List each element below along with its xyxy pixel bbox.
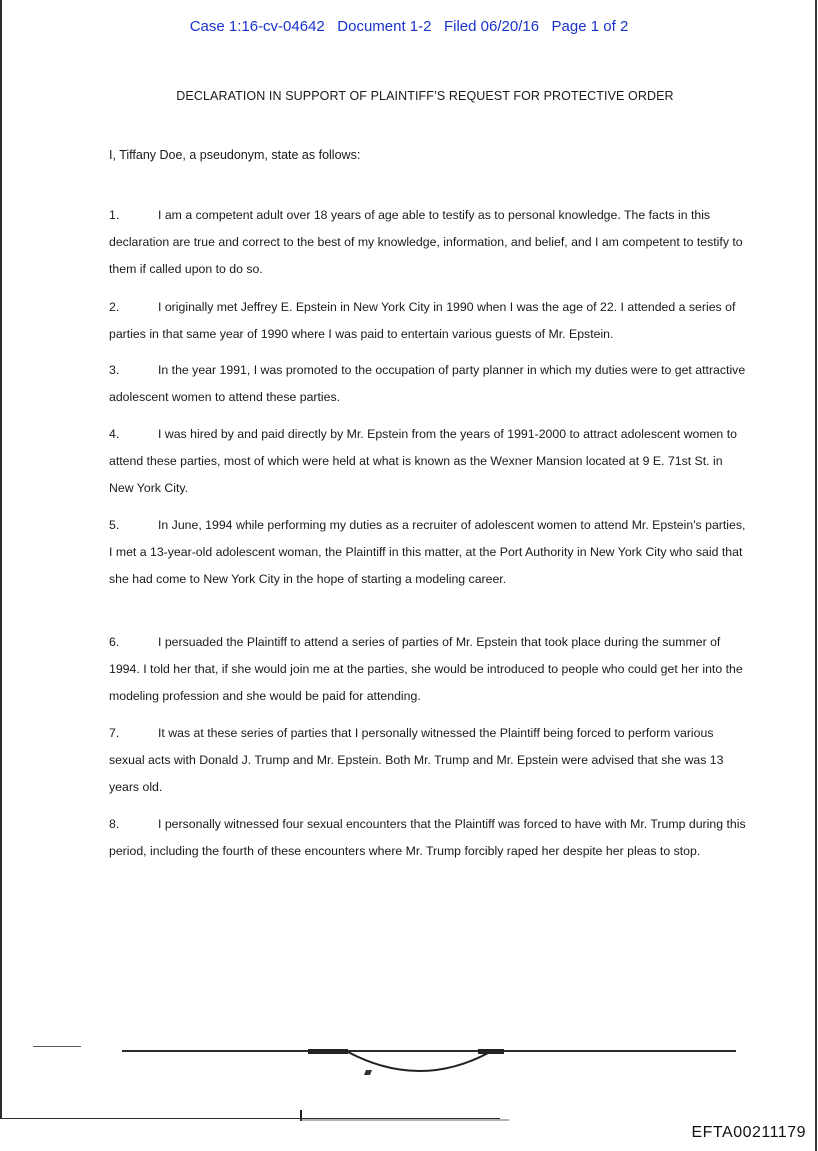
paragraph-4 (109, 421, 749, 502)
paragraph-7 (109, 720, 749, 801)
paragraph-number: 2. (109, 300, 120, 314)
paragraph-number: 3. (109, 363, 120, 377)
paragraph-text: I personally witnessed four sexual encounters that the Plaintiff was forced to have with Mr. Trump during this period, including the fourth of these encounters where Mr. Trump forcibly raped her despite her pleas to stop. (109, 817, 746, 858)
paragraph-text: In June, 1994 while performing my duties as a recruiter of adolescent women to attend Mr. Epstein's parties, I met a 13-year-old adolescent woman, the Plaintiff in this matter, at the Port Authority in New York City who said that she had come to New York City in the hope of starting a modeling career. (109, 518, 746, 586)
document-title: DECLARATION IN SUPPORT OF PLAINTIFF’S REQUEST FOR PROTECTIVE ORDER (176, 89, 674, 103)
paragraph-text: I was hired by and paid directly by Mr. Epstein from the years of 1991-2000 to attract adolescent women to attend these parties, most of which were held at what is known as the Wexner Mansion located at 9 E. 71st St. in New York City. (109, 427, 737, 495)
case-header: Case 1:16-cv-04642 Document 1-2 Filed 06/20/16 Page 1 of 2 (189, 18, 629, 35)
paragraph-3 (109, 357, 749, 411)
paragraph-number: 5. (109, 518, 120, 532)
paragraph-text: I originally met Jeffrey E. Epstein in New York City in 1990 when I was the age of 22. I attended a series of parties in that same year of 1990 where I was paid to entertain various guests of Mr. Epstein. (109, 300, 736, 341)
paragraph-number: 7. (109, 726, 120, 740)
scan-artifact-line (33, 1046, 81, 1047)
paragraph-text: I persuaded the Plaintiff to attend a series of parties of Mr. Epstein that took place during the summer of 1994. I told her that, if she would join me at the parties, she would be introduced to people who could get her into the modeling profession and she would be paid for attending. (109, 635, 743, 703)
paragraph-1 (109, 202, 749, 283)
scan-bottom-edge (0, 1118, 500, 1119)
paragraph-text: In the year 1991, I was promoted to the occupation of party planner in which my duties were to get attractive adolescent women to attend these parties. (109, 363, 746, 404)
paragraph-text: It was at these series of parties that I personally witnessed the Plaintiff being forced to perform various sexual acts with Donald J. Trump and Mr. Epstein. Both Mr. Trump and Mr. Epstein were advised that she was 13 years old. (109, 726, 724, 794)
scan-artifact-mark (300, 1044, 510, 1084)
paragraph-5 (109, 512, 749, 593)
paragraph-8 (109, 811, 749, 865)
paragraph-number: 6. (109, 635, 120, 649)
paragraph-number: 1. (109, 208, 120, 222)
declarant-intro: I, Tiffany Doe, a pseudonym, state as follows: (109, 148, 361, 162)
paragraph-number: 4. (109, 427, 120, 441)
scan-right-edge (815, 0, 817, 1151)
scan-left-edge (0, 0, 2, 1118)
paragraph-number: 8. (109, 817, 120, 831)
paragraph-text: I am a competent adult over 18 years of age able to testify as to personal knowledge. The facts in this declaration are true and correct to the best of my knowledge, information, and belief, and I am competent to testify to them if called upon to do so. (109, 208, 743, 276)
bates-number: EFTA00211179 (691, 1124, 806, 1141)
scan-artifact-tick (299, 1108, 511, 1122)
paragraph-2 (109, 294, 749, 348)
paragraph-6 (109, 629, 749, 710)
